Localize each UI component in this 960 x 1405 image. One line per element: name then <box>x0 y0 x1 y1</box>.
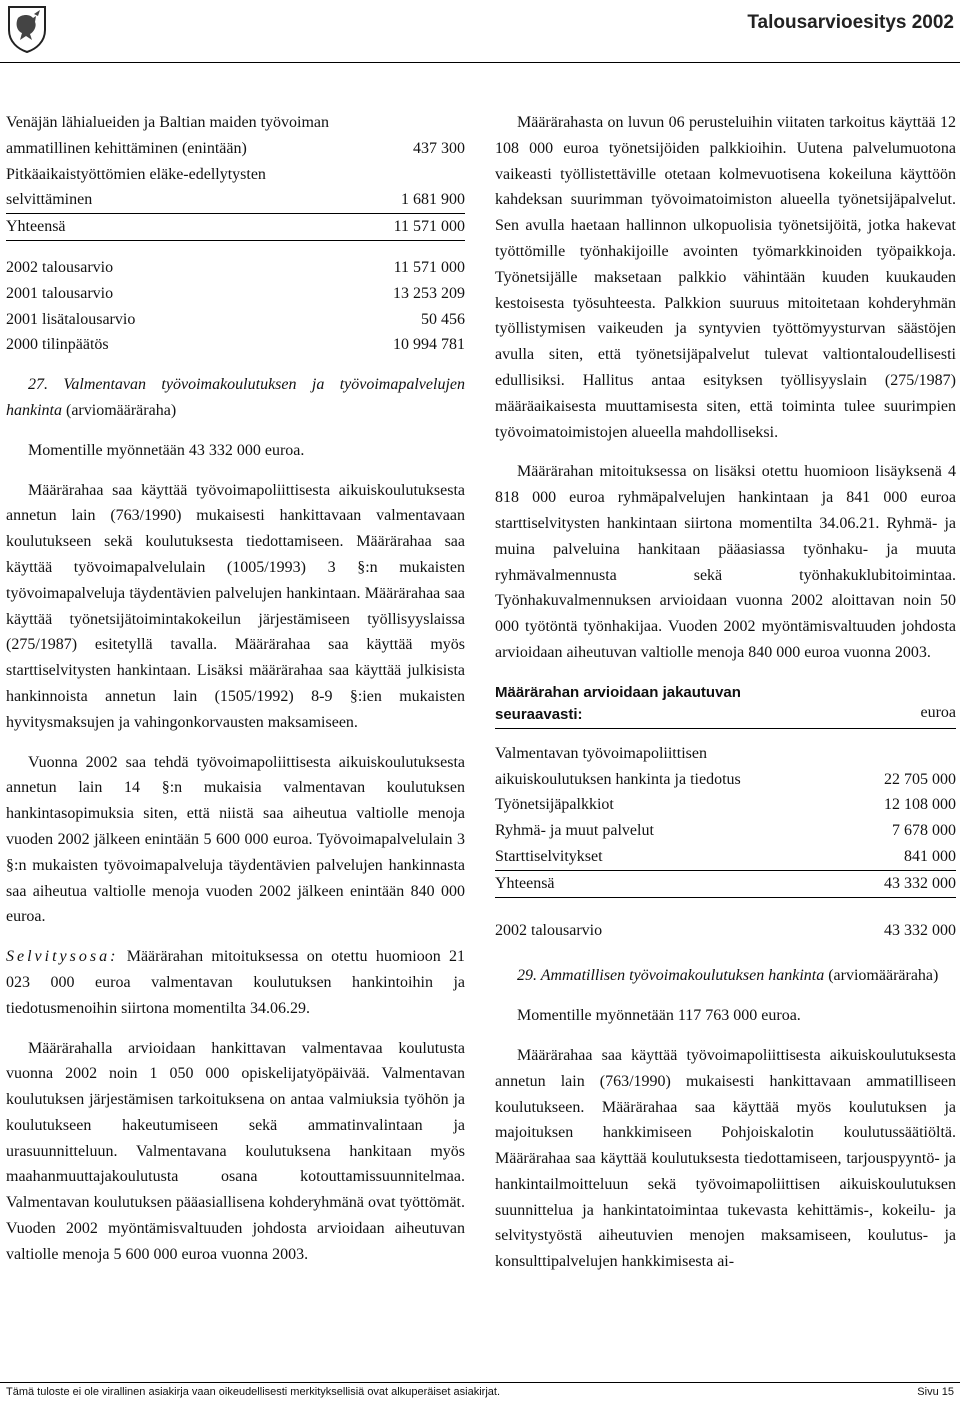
total-value: 11 571 000 <box>394 214 465 241</box>
footer-divider <box>0 1382 960 1383</box>
table-row <box>6 307 465 333</box>
row-label: Starttiselvitykset <box>495 847 603 865</box>
header-divider <box>0 62 960 63</box>
budget-history-table <box>6 255 465 358</box>
right-column <box>495 110 956 1275</box>
row-value: 10 994 781 <box>393 336 465 354</box>
item-29-grant: Momentille myönnetään 117 763 000 euroa. <box>517 1007 801 1025</box>
row-label: 2001 talousarvio <box>6 284 114 302</box>
item-27-type: (arviomääräraha) <box>66 401 177 419</box>
row-label: 2002 talousarvio <box>495 921 603 939</box>
row-value: 22 705 000 <box>884 770 956 788</box>
row-label: Valmentavan työvoimapoliittisen aikuiskoulutuksen hankinta ja tiedotus <box>495 744 741 788</box>
row-value: 7 678 000 <box>892 822 956 840</box>
row-label: 2000 tilinpäätös <box>6 336 109 354</box>
total-row <box>6 214 465 241</box>
table-row <box>495 818 956 844</box>
row-value: 437 300 <box>413 139 465 157</box>
table-row <box>495 792 956 818</box>
page-footer <box>6 1386 954 1398</box>
row-value: 11 571 000 <box>393 258 465 276</box>
total-row <box>495 870 956 897</box>
allocation-table <box>6 110 465 241</box>
table-row <box>6 332 465 358</box>
row-label: Ryhmä- ja muut palvelut <box>495 822 654 840</box>
paragraph: Määrärahalla arvioidaan hankittavan valmentavaa koulutusta vuonna 2002 noin 1 050 000 opiskelijatyöpäivää. Valmentavan koulutuksen järjestämisen tarkoituksena on antaa valmiuksia työhön ja koulutukseen hakeutumiseen sekä ammatinvalintaan ja urasuunnitteluun. Valmentavana koulutuksena hankitaan myös maahanmuuttajakoulutusta osana kotouttamissuunnitelmaa. Valmentavan koulutuksen pääasiallisena kohderyhmänä ovat työttömät. Vuoden 2002 myöntämisvaltuuden johdosta arvioidaan aiheutuvan valtiolle menoja 5 600 000 euroa vuonna 2003. <box>6 1039 465 1263</box>
page-number: Sivu 15 <box>917 1386 954 1398</box>
left-column <box>6 110 465 1268</box>
explanation-paragraph <box>6 944 465 1021</box>
row-value: 1 681 900 <box>401 191 465 209</box>
paragraph: Määrärahaa saa käyttää työvoimapoliittisesta aikuiskoulutuksesta annetun lain (763/1990) mukaisesti hankittavaan ammatilliseen koulutukseen. Määrärahaa saa käyttää myös koulutuksen ja majoituksen hankkimiseen Pohjoiskalotin koulutussäätiöltä. Määrärahaa saa käyttää koulutuksesta tiedottamiseen, tarjouspyyntö- ja hankintailmoitteluun sekä työvoimapoliittisen aikuiskoulutuksen suunnittelua ja hankintatoimintaa tukevasta kehittämis-, kokeilu- ja selvitystyöstä aiheutuvien menojen maksamiseen, koulutus- ja konsulttipalvelujen hankkimisesta ai- <box>495 1046 956 1271</box>
distribution-table <box>495 741 956 898</box>
row-label: Pitkäaikaistyöttömien eläke-edellytysten selvittäminen <box>6 165 266 209</box>
item-27-heading <box>6 372 465 424</box>
paragraph: Määrärahasta on luvun 06 perusteluihin viitaten tarkoitus käyttää 12 108 000 euroa työnetsijöiden palkkioihin. Uutena palvelumuotona vaikeasti työllistettäville otetaan kolmevuotisena kokeiluna käyttöön kahdeksan suurimman työvoimatoimiston alueella työnetsijäpalvelut. Sen avulla haetaan hallinnon ulkopuolisia työnetsijöitä, jotka hakevat työttömille työnhakijoille avointen työmarkkinoiden työpaikkoja. Työnetsijälle maksetaan palkkio vähintään kuuden kuukauden kestoisesta työsuhteesta. Palkkion suuruus mitoitetaan kohderyhmän työllistymisen vaikeuden ja syntyvien työttömyysturvan säästöjen avulla siten, että työnetsijäpalvelut tulevat valtiontaloudellisesti edullisiksi. Hallitus antaa esityksen työllisyyslain (275/1987) määräaikaisesta muuttamisesta siten, että toiminta tulee suurimpien työvoimatoimistojen alueella mahdolliseksi. <box>495 114 956 441</box>
row-label: 2001 lisätalousarvio <box>6 310 136 328</box>
distribution-unit: euroa <box>920 703 956 721</box>
table-row <box>6 162 465 214</box>
total-label: Yhteensä <box>495 870 884 897</box>
total-label: Yhteensä <box>6 214 394 241</box>
row-label: Työnetsijäpalkkiot <box>495 796 614 814</box>
row-value: 50 456 <box>421 310 465 328</box>
row-label: Venäjän lähialueiden ja Baltian maiden työvoiman ammatillinen kehittäminen (enintään) <box>6 114 330 157</box>
table-row <box>495 918 956 944</box>
document-title: Talousarvioesitys 2002 <box>747 12 954 33</box>
paragraph: Vuonna 2002 saa tehdä työvoimapoliittisesta aikuiskoulutuksesta annetun lain 14 §:n mukaisia valmentavan koulutuksen hankintasopimuksia siten, että niistä saa aiheutua valtiolle menoja vuoden 2002 jälkeen enintään 5 600 000 euroa. Työvoimapalvelulain 3 §:n mukaisten työvoimapalveluja täydentävien palvelujen hankinnasta saa aiheutua valtiolle menoja vuoden 2002 jälkeen enintään 840 000 euroa. <box>6 753 465 926</box>
section-label: Selvitysosa: <box>6 948 119 966</box>
table-row <box>6 255 465 281</box>
coat-of-arms-icon <box>6 4 48 54</box>
item-29-heading <box>495 963 956 989</box>
item-29-type: (arviomääräraha) <box>828 967 939 985</box>
table-row <box>6 281 465 307</box>
table-row <box>495 844 956 870</box>
item-29-title: 29. Ammatillisen työvoimakoulutuksen hankinta <box>517 967 825 985</box>
row-value: 43 332 000 <box>884 921 956 939</box>
explanation-text: Määrärahan mitoituksessa on otettu huomioon 21 023 000 euroa valmentavan koulutuksen hankintoihin ja tiedotusmenoihin siirtona momentilta 34.06.29. <box>6 948 466 1017</box>
row-value: 841 000 <box>904 847 956 865</box>
item-27-grant: Momentille myönnetään 43 332 000 euroa. <box>28 441 305 459</box>
page-header <box>0 0 960 62</box>
row-value: 13 253 209 <box>393 284 465 302</box>
item-27-title: 27. Valmentavan työvoimakoulutuksen ja työvoimapalvelujen hankinta <box>6 376 465 419</box>
budget-row-table <box>495 918 956 944</box>
row-label: 2002 talousarvio <box>6 258 114 276</box>
distribution-header <box>495 682 956 729</box>
footer-disclaimer: Tämä tuloste ei ole virallinen asiakirja vaan oikeudellisesti merkityksellisiä ovat alkuperäiset asiakirjat. <box>6 1386 500 1398</box>
table-row <box>495 741 956 793</box>
table-row <box>6 110 465 162</box>
paragraph: Määrärahan mitoituksessa on lisäksi otettu huomioon lisäyksenä 4 818 000 euroa ryhmäpalvelujen hankintaan ja 841 000 euroa starttiselvitysten hankintaan siirtona momentilta 34.06.21. Ryhmä- ja muina palveluina hankitaan pääasiassa työnhaku- ja muuta ryhmävalmennusta sekä työnhakuklubitoimintaa. Työnhakuvalmennuksen arvioidaan vuonna 2002 aloittavan noin 50 000 työtöntä työnhakijaa. Vuoden 2002 myöntämisvaltuuden johdosta arvioidaan aiheutuvan valtiolle menoja 840 000 euroa vuonna 2003. <box>495 463 956 661</box>
total-value: 43 332 000 <box>884 870 956 897</box>
row-value: 12 108 000 <box>884 796 956 814</box>
distribution-title: Määrärahan arvioidaan jakautuvan seuraavasti: <box>495 683 741 723</box>
paragraph: Määrärahaa saa käyttää työvoimapoliittisesta aikuiskoulutuksesta annetun lain (763/1990) mukaisesti hankittavaan valmentavaan koulutukseen sekä koulutuksesta tiedottamiseen. Määrärahaa saa käyttää työvoimapalvelulain (1005/1993) 3 §:n mukaisten työvoimapalveluja täydentävien palvelujen hankintaan. Määrärahaa saa käyttää työnetsijätoimintakokeilun järjestämiseen työllisyyslaissa (275/1987) esitetyllä tavalla. Määrärahaa saa käyttää myös starttiselvitysten hankintaan. Lisäksi määrärahaa saa käyttää julkisista hankinnoista annetun lain (1505/1992) 8-9 §:ien mukaisten hyvitysmaksujen ja vahingonkorvausten maksamiseen. <box>6 481 465 731</box>
